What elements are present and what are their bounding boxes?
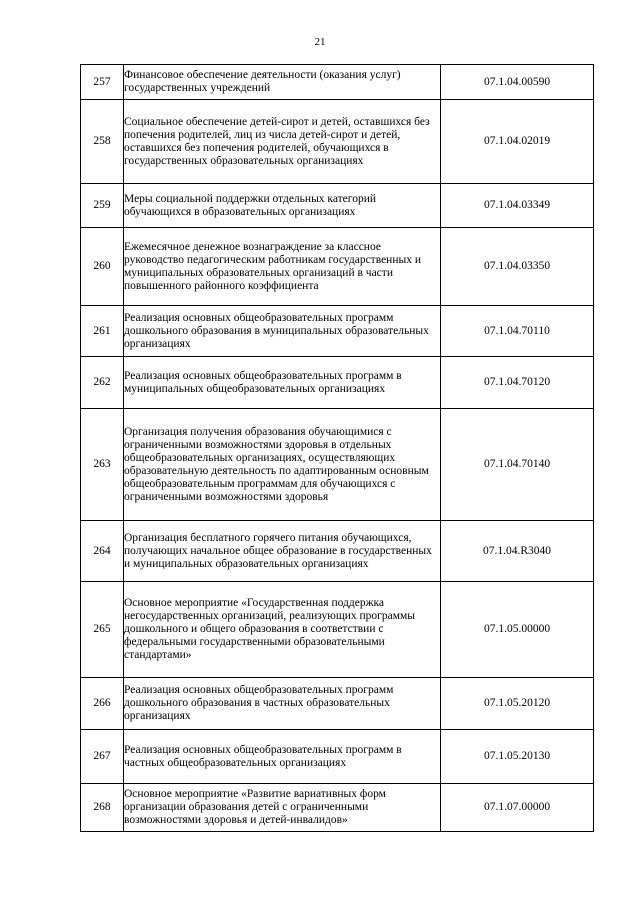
- row-description: Организация бесплатного горячего питания обучающихся, получающих начальное общее образование в государственных и муниципальных образовательных организациях: [124, 521, 441, 582]
- row-description: Реализация основных общеобразовательных программ дошкольного образования в частных образовательных организациях: [124, 678, 441, 730]
- row-number: 268: [81, 784, 124, 832]
- row-code: 07.1.05.20120: [441, 678, 594, 730]
- row-description: Реализация основных общеобразовательных программ в частных общеобразовательных организациях: [124, 730, 441, 784]
- row-code: 07.1.04.R3040: [441, 521, 594, 582]
- row-code: 07.1.05.20130: [441, 730, 594, 784]
- row-code: 07.1.04.70110: [441, 306, 594, 357]
- row-description: Финансовое обеспечение деятельности (оказания услуг) государственных учреждений: [124, 65, 441, 100]
- row-code: 07.1.04.03349: [441, 184, 594, 228]
- table-row: [81, 65, 594, 100]
- row-description: Меры социальной поддержки отдельных категорий обучающихся в образовательных организациях: [124, 184, 441, 228]
- table-row: [81, 228, 594, 306]
- row-description: Организация получения образования обучающимися с ограниченными возможностями здоровья в отдельных общеобразовательных организациях, осуществляющих образовательную деятельность по адаптированным основным общеобразовательным программам для обучающихся с ограниченными возможностями здоровья: [124, 409, 441, 521]
- row-code: 07.1.05.00000: [441, 582, 594, 678]
- row-number: 265: [81, 582, 124, 678]
- table-row: [81, 730, 594, 784]
- row-number: 261: [81, 306, 124, 357]
- row-description: Реализация основных общеобразовательных программ в муниципальных общеобразовательных организациях: [124, 357, 441, 409]
- row-number: 258: [81, 100, 124, 184]
- row-code: 07.1.04.70120: [441, 357, 594, 409]
- row-number: 257: [81, 65, 124, 100]
- table-row: [81, 784, 594, 832]
- row-number: 259: [81, 184, 124, 228]
- row-description: Реализация основных общеобразовательных программ дошкольного образования в муниципальных образовательных организациях: [124, 306, 441, 357]
- row-description: Ежемесячное денежное вознаграждение за классное руководство педагогическим работникам государственных и муниципальных образовательных организаций в части повышенного районного коэффициента: [124, 228, 441, 306]
- row-number: 267: [81, 730, 124, 784]
- row-description: Основное мероприятие «Государственная поддержка негосударственных организаций, реализующих программы дошкольного и общего образования в соответствии с федеральными государственными образовательными стандартами»: [124, 582, 441, 678]
- row-number: 264: [81, 521, 124, 582]
- table-row: [81, 409, 594, 521]
- table-row: [81, 678, 594, 730]
- table-row: [81, 100, 594, 184]
- row-code: 07.1.07.00000: [441, 784, 594, 832]
- budget-classification-table: [80, 64, 594, 832]
- page-number: 21: [314, 36, 326, 48]
- row-code: 07.1.04.70140: [441, 409, 594, 521]
- row-number: 262: [81, 357, 124, 409]
- row-description: Основное мероприятие «Развитие вариативных форм организации образования детей с ограниченными возможностями здоровья и детей-инвалидов»: [124, 784, 441, 832]
- row-code: 07.1.04.00590: [441, 65, 594, 100]
- row-number: 263: [81, 409, 124, 521]
- table-row: [81, 306, 594, 357]
- row-code: 07.1.04.02019: [441, 100, 594, 184]
- table-row: [81, 184, 594, 228]
- table-row: [81, 521, 594, 582]
- table-row: [81, 582, 594, 678]
- row-description: Социальное обеспечение детей-сирот и детей, оставшихся без попечения родителей, лиц из числа детей-сирот и детей, оставшихся без попечения родителей, обучающихся в государственных образовательных организациях: [124, 100, 441, 184]
- row-number: 266: [81, 678, 124, 730]
- table-row: [81, 357, 594, 409]
- row-number: 260: [81, 228, 124, 306]
- row-code: 07.1.04.03350: [441, 228, 594, 306]
